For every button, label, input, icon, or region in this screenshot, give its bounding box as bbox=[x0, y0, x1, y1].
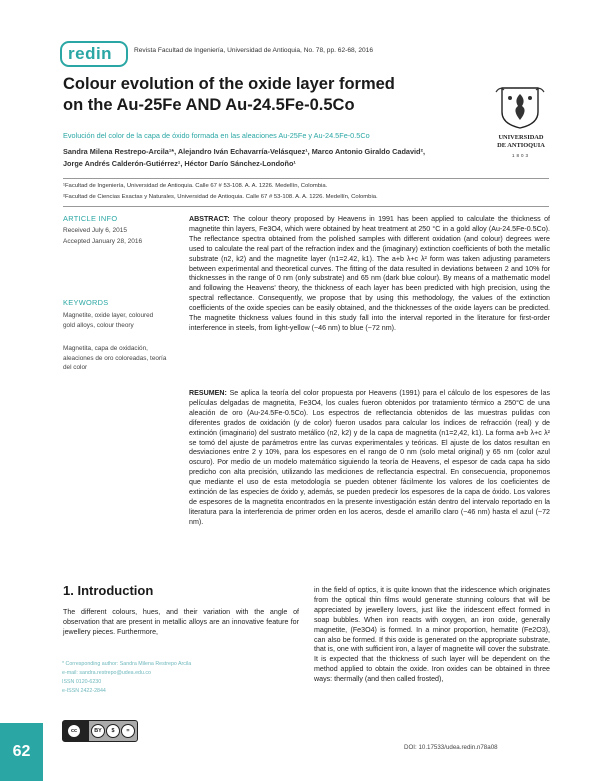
resumen bbox=[189, 389, 550, 528]
article-subtitle: Evolución del color de la capa de óxido formada en las aleaciones Au-25Fe y Au-24.5Fe-0.5Co bbox=[63, 131, 370, 140]
page-number: 62 bbox=[0, 723, 43, 781]
author-list bbox=[63, 146, 483, 170]
article-title-line2: on the Au-25Fe AND Au-24.5Fe-0.5Co bbox=[63, 96, 355, 114]
affiliation-1: ¹Facultad de Ingeniería, Universidad de Antioquia. Calle 67 # 53-108. A. A. 1226. Medellín, Colombia. bbox=[63, 183, 328, 189]
affiliation-2: ²Facultad de Ciencias Exactas y Naturales, Universidad de Antioquia. Calle 67 # 53-108. A. A. 1226. Medellín, Colombia. bbox=[63, 194, 378, 200]
abstract-text: The colour theory proposed by Heavens in 1991 has been applied to calculate the thickness of magnetite thin layers, Fe3O4, which were obtained by heat treatment at 250 °C in a gold alloy (Au-24.5Fe-0.5Co). The reflectance spectra obtained from the polished samples with different oxidation (and colour) degrees were used to calculate the real part of the refraction index and the (imaginary) extinction coefficients of both the metallic substrate (n2, k2) and the magnetite layer (n1=2.42, k1). The a+b λ+c λ² form was taken adjusting parameters between experimental and theoretical curves. The fitting of the data resulted in deviations between 2 and 10% for thicknesses in the range of 0 nm (only substrate) and 65 nm (dark blue colour). By means of a mathematic model and following the Heavens' theory, the thickness of each layer has been predicted with high precision, using the spectral reflectance. Consequently, we propose that by using this methodology, the values of the extinction coefficients of the oxide species can be easily obtained, and the thicknesses of the oxide layers can be predicted. The magnetite thickness values found in this study fall into the interval reported in the literature for first-order interference in steels, from light-yellow (~46 nm) to blue (~72 nm). bbox=[189, 215, 550, 332]
introduction-column-1: The different colours, hues, and their variation with the angle of observation that are present in metallic alloys are an innovative feature for jewellery pieces. Furthermore, bbox=[63, 608, 299, 636]
noderivatives-icon: = bbox=[121, 724, 135, 738]
noncommercial-icon: $ bbox=[106, 724, 120, 738]
article-info-heading: ARTICLE INFO bbox=[63, 214, 118, 223]
eissn: e-ISSN 2422-2844 bbox=[62, 688, 106, 694]
university-name bbox=[486, 134, 556, 150]
received-date: Received July 6, 2015 bbox=[63, 227, 127, 234]
journal-logo: redin bbox=[68, 44, 113, 63]
university-year: 1803 bbox=[511, 153, 530, 158]
university-name-line1: UNIVERSIDAD bbox=[498, 134, 544, 141]
keywords-spanish: Magnetita, capa de oxidación, aleaciones de oro coloreadas, teoría del color bbox=[63, 345, 167, 371]
issn: ISSN 0120-6230 bbox=[62, 679, 102, 685]
doi: DOI: 10.17533/udea.redin.n78a08 bbox=[404, 744, 498, 751]
attribution-icon: BY bbox=[91, 724, 105, 738]
article-title bbox=[63, 74, 473, 116]
accepted-date: Accepted January 28, 2016 bbox=[63, 238, 143, 245]
corresponding-author-box bbox=[62, 660, 234, 696]
university-shield-icon bbox=[492, 84, 548, 130]
university-name-line2: DE ANTIOQUIA bbox=[497, 142, 545, 149]
authors-line1: Sandra Milena Restrepo-Arcila¹*, Alejandro Iván Echavarría-Velásquez¹, Marco Antonio Giraldo Cadavid², bbox=[63, 147, 425, 156]
journal-citation: Revista Facultad de Ingeniería, Universidad de Antioquia, No. 78, pp. 62-68, 2016 bbox=[134, 47, 373, 54]
resumen-text: Se aplica la teoría del color propuesta por Heavens (1991) para el cálculo de los espesores de las películas delgadas de magnetita, Fe3O4, los cuales fueron obtenidos por tratamiento térmico a 250°C de una aleación de oro (Au-24.5Fe-0.5Co). Los espectros de reflectancia obtenidos de las muestras pulidas con diferentes grados de oxidación (y de color) fueron usados para calcular los índices de refracción (real) y de extinción (imaginario) del sustrato metálico (n2, k2) y de la capa de magnetita (n1=2,42, k1). La forma a+b λ+c λ² se tomó del ajuste de parámetros entre las curvas experimentales y teóricas. El ajuste de los datos resultan en desviaciones entre 2 y 10%, para los espesores en el rango de 0 nm (solo metal original) y 65 nm (color azul oscuro). Por medio de un modelo matemático siguiendo la teoría de Heavens, el espesor de cada capa ha sido predicho con alta precisión, utilizando las mediciones de reflectancia espectral. En consecuencia, proponemos que mediante el uso de esta metodología se pueden obtener fácilmente los valores de los coeficientes de extinción de las especies de óxido y, además, se pueden predecir los espesores de la capa de óxido. Los valores de espesores de la magnetita encontrados en la presente investigación están dentro del intervalo reportado en la literatura para la interferencia de primer orden en los aceros, desde el amarillo claro (~46 nm) hasta el azul (~72 nm). bbox=[189, 389, 550, 526]
corresponding-author: * Corresponding author: Sandra Milena Restrepo Arcila bbox=[62, 661, 192, 667]
section-heading-introduction: 1. Introduction bbox=[63, 583, 154, 598]
article-title-line1: Colour evolution of the oxide layer formed bbox=[63, 75, 395, 93]
introduction-column-2: in the field of optics, it is quite known that the iridescence which originates from the optical thin films would generate stunning colours that will be appreciated by jewellery lovers, just like the iridescent effect formed in soap bubbles. When iron reacts with oxygen, an iron oxide, generally magnetite, (Fe3O4) is formed. In a minor proportion, hematite (Fe2O3), can also be formed. If this oxide is generated on the appropriate substrate, that is, one with sufficient iron, a layer of magnetite will cover the substrate. It is expected that the thickness of such layer will be dependent on the method applied to obtain the oxide. Iron oxides can be obtained in three ways: thermally (and then called frosted), bbox=[314, 586, 550, 684]
divider-top bbox=[63, 178, 549, 179]
creative-commons-icon: cc bbox=[67, 724, 81, 738]
authors-line2: Jorge Andrés Calderón-Gutiérrez¹, Héctor Darío Sánchez-Londoño¹ bbox=[63, 159, 296, 168]
keywords-english: Magnetite, oxide layer, coloured gold alloys, colour theory bbox=[63, 312, 154, 329]
resumen-label: RESUMEN: bbox=[189, 389, 227, 397]
keywords-heading: KEYWORDS bbox=[63, 298, 109, 307]
abstract bbox=[189, 215, 550, 334]
abstract-label: ABSTRACT: bbox=[189, 215, 230, 223]
corresponding-email: e-mail: sandra.restrepo@udea.edu.co bbox=[62, 670, 151, 676]
divider-mid bbox=[63, 206, 549, 207]
